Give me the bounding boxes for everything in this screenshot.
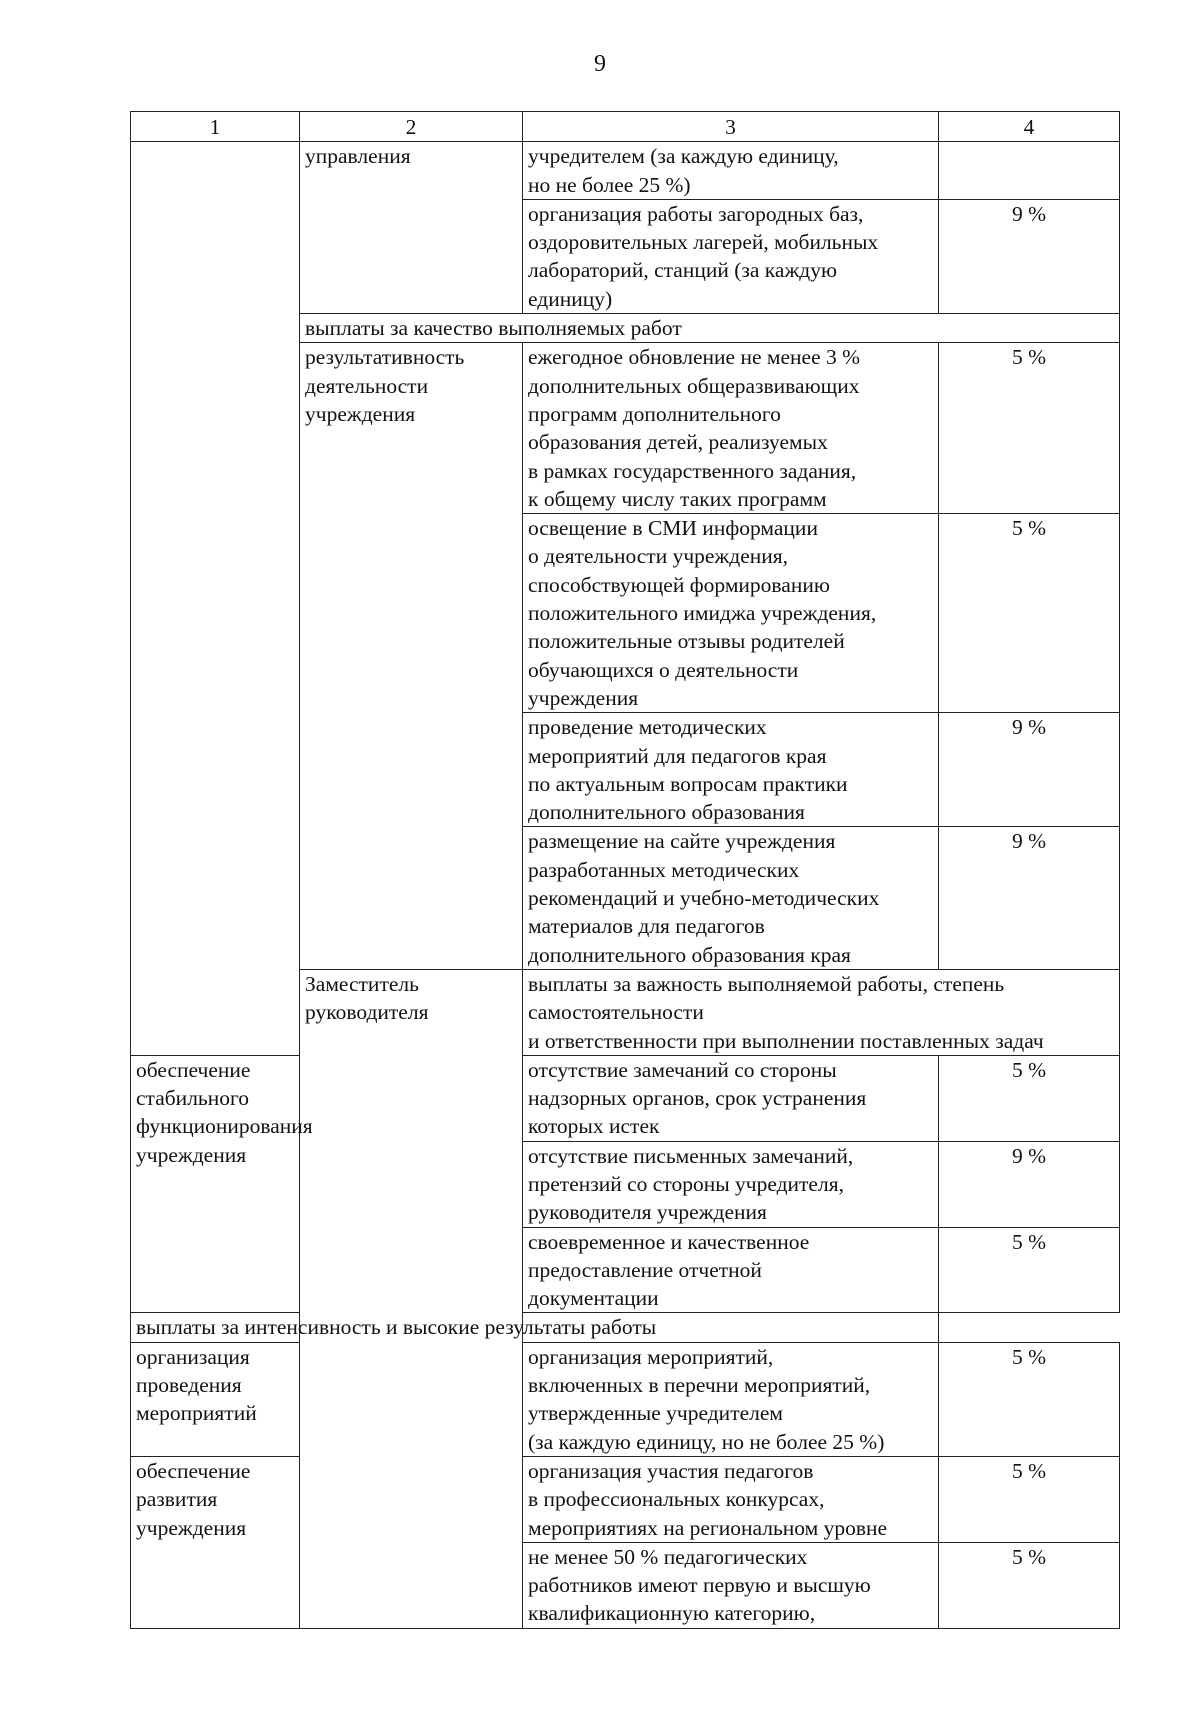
percent-cell: 5 %: [939, 1227, 1120, 1313]
percent-cell: 5 %: [939, 1542, 1120, 1628]
criterion-cell: управления: [300, 142, 523, 314]
table-header-row: [131, 112, 1120, 142]
section-title: выплаты за интенсивность и высокие результаты работы: [131, 1313, 939, 1342]
percent-cell: 5 %: [939, 1055, 1120, 1141]
header-cell-4: 4: [939, 112, 1120, 142]
indicator-cell: отсутствие письменных замечаний, претензий со стороны учредителя, руководителя учреждения: [523, 1141, 939, 1227]
indicator-cell: организация мероприятий, включенных в перечни мероприятий, утвержденные учредителем (за каждую единицу, но не более 25 %): [523, 1342, 939, 1456]
percent-cell: 9 %: [939, 827, 1120, 969]
position-cell-continued: [131, 142, 300, 1056]
indicator-cell: организация работы загородных баз, оздоровительных лагерей, мобильных лабораторий, станций (за каждую единицу): [523, 199, 939, 313]
indicator-cell: учредителем (за каждую единицу, но не более 25 %): [523, 142, 939, 200]
criterion-cell: организация проведения мероприятий: [131, 1342, 300, 1456]
percent-cell: 5 %: [939, 343, 1120, 514]
percent-cell: 5 %: [939, 1456, 1120, 1542]
table-row: [131, 1456, 1120, 1542]
indicator-cell: организация участия педагогов в профессиональных конкурсах, мероприятиях на региональном уровне: [523, 1456, 939, 1542]
table-row: [131, 142, 1120, 200]
section-title: выплаты за важность выполняемой работы, степень самостоятельности и ответственности при выполнении поставленных задач: [523, 969, 1120, 1055]
indicator-cell: размещение на сайте учреждения разработанных методических рекомендаций и учебно-методических материалов для педагогов дополнительного образования края: [523, 827, 939, 969]
criterion-cell: обеспечение стабильного функционирования учреждения: [131, 1055, 300, 1313]
indicator-cell: своевременное и качественное предоставление отчетной документации: [523, 1227, 939, 1313]
percent-cell: 9 %: [939, 1141, 1120, 1227]
percent-cell: 9 %: [939, 199, 1120, 313]
indicator-cell: не менее 50 % педагогических работников имеют первую и высшую квалификационную категорию,: [523, 1542, 939, 1628]
criterion-cell: результативность деятельности учреждения: [300, 343, 523, 970]
table-row: [131, 1342, 1120, 1456]
page-number: 9: [594, 51, 606, 77]
header-cell-2: 2: [300, 112, 523, 142]
header-cell-1: 1: [131, 112, 300, 142]
section-row: [131, 1313, 1120, 1342]
indicator-cell: ежегодное обновление не менее 3 % дополнительных общеразвивающих программ дополнительного образования детей, реализуемых в рамках государственного задания, к общему числу таких программ: [523, 343, 939, 514]
percent-cell: [939, 142, 1120, 200]
section-title: выплаты за качество выполняемых работ: [300, 314, 1120, 343]
position-cell: Заместитель руководителя: [300, 969, 523, 1628]
indicator-cell: проведение методических мероприятий для педагогов края по актуальным вопросам практики дополнительного образования: [523, 713, 939, 827]
percent-cell: 5 %: [939, 1342, 1120, 1456]
header-cell-3: 3: [523, 112, 939, 142]
table-row: [131, 1055, 1120, 1141]
percent-cell: 5 %: [939, 514, 1120, 713]
percent-cell: 9 %: [939, 713, 1120, 827]
criteria-table: [130, 111, 1120, 1629]
indicator-cell: отсутствие замечаний со стороны надзорных органов, срок устранения которых истек: [523, 1055, 939, 1141]
criterion-cell: обеспечение развития учреждения: [131, 1456, 300, 1628]
indicator-cell: освещение в СМИ информации о деятельности учреждения, способствующей формированию положительного имиджа учреждения, положительные отзывы родителей обучающихся о деятельности учреждения: [523, 514, 939, 713]
